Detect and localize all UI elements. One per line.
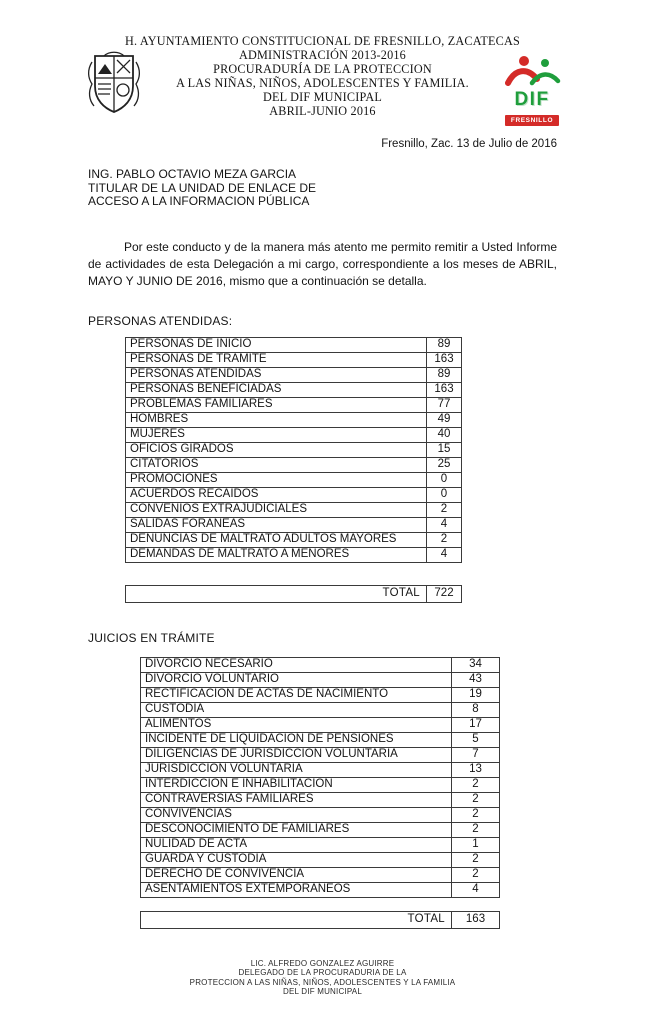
table-row xyxy=(141,732,500,747)
personas-atendidas-table xyxy=(125,337,462,563)
row-value: 89 xyxy=(427,337,462,352)
header-line-administration: ADMINISTRACIÓN 2013-2016 xyxy=(239,48,406,62)
row-value: 17 xyxy=(452,717,500,732)
table-row xyxy=(141,867,500,882)
row-label: PERSONAS BENEFICIADAS xyxy=(126,382,427,397)
row-value: 8 xyxy=(452,702,500,717)
table-row xyxy=(141,882,500,897)
table-row xyxy=(126,547,462,562)
table-row xyxy=(141,687,500,702)
row-value: 2 xyxy=(452,867,500,882)
total-value: 722 xyxy=(427,585,462,602)
row-value: 2 xyxy=(452,792,500,807)
dif-family-figures-icon xyxy=(501,54,563,86)
header-line-period: ABRIL-JUNIO 2016 xyxy=(269,104,376,118)
row-value: 7 xyxy=(452,747,500,762)
addressee-name: ING. PABLO OCTAVIO MEZA GARCIA xyxy=(88,167,297,181)
row-value: 2 xyxy=(452,777,500,792)
row-label: DESCONOCIMIENTO DE FAMILIARES xyxy=(141,822,452,837)
signer-title-1: DELEGADO DE LA PROCURADURIA DE LA xyxy=(238,968,407,977)
header-line-office-2: A LAS NIÑAS, NIÑOS, ADOLESCENTES Y FAMILIA. xyxy=(176,76,469,90)
section-title-personas-atendidas: PERSONAS ATENDIDAS: xyxy=(88,313,233,328)
date-line: Fresnillo, Zac. 13 de Julio de 2016 xyxy=(381,138,557,150)
table-row xyxy=(126,457,462,472)
row-label: RECTIFICACION DE ACTAS DE NACIMIENTO xyxy=(141,687,452,702)
row-label: CITATORIOS xyxy=(126,457,427,472)
body-paragraph: Por este conducto y de la manera más atento me permito remitir a Usted Informe de actividades de esta Delegación a mi cargo, correspondiente a los meses de ABRIL, MAYO Y JUNIO DE 2016, mismo que a continuación se detalla. xyxy=(88,239,557,288)
row-label: HOMBRES xyxy=(126,412,427,427)
row-value: 13 xyxy=(452,762,500,777)
header-line-institution: H. AYUNTAMIENTO CONSTITUCIONAL DE FRESNILLO, ZACATECAS xyxy=(125,34,520,48)
row-value: 5 xyxy=(452,732,500,747)
addressee-title-2: ACCESO A LA INFORMACION PÚBLICA xyxy=(88,194,310,208)
total-label: TOTAL xyxy=(141,911,452,928)
row-label: DILIGENCIAS DE JURISDICCION VOLUNTARIA xyxy=(141,747,452,762)
row-label: ASENTAMIENTOS EXTEMPORANEOS xyxy=(141,882,452,897)
signer-name: LIC. ALFREDO GONZALEZ AGUIRRE xyxy=(250,958,395,968)
row-label: DIVORCIO NECESARIO xyxy=(141,657,452,672)
row-value: 43 xyxy=(452,672,500,687)
row-label: JURISDICCION VOLUNTARIA xyxy=(141,762,452,777)
juicios-en-tramite-total-row xyxy=(140,911,500,929)
row-value: 2 xyxy=(452,822,500,837)
table-row xyxy=(141,762,500,777)
row-value: 2 xyxy=(427,502,462,517)
table-row xyxy=(141,837,500,852)
fresnillo-coat-of-arms-icon xyxy=(86,50,142,123)
row-label: DENUNCIAS DE MALTRATO ADULTOS MAYORES xyxy=(126,532,427,547)
total-label: TOTAL xyxy=(126,585,427,602)
document-header xyxy=(88,0,557,118)
addressee-block xyxy=(88,168,557,209)
table-row xyxy=(126,517,462,532)
row-value: 34 xyxy=(452,657,500,672)
row-value: 25 xyxy=(427,457,462,472)
total-row xyxy=(141,911,500,928)
table-row xyxy=(141,822,500,837)
table-row xyxy=(126,472,462,487)
table-row xyxy=(141,792,500,807)
row-value: 4 xyxy=(427,517,462,532)
table-row xyxy=(126,337,462,352)
row-value: 4 xyxy=(427,547,462,562)
row-value: 163 xyxy=(427,382,462,397)
table-row xyxy=(126,427,462,442)
row-label: MUJERES xyxy=(126,427,427,442)
row-value: 4 xyxy=(452,882,500,897)
row-value: 89 xyxy=(427,367,462,382)
table-row xyxy=(126,502,462,517)
row-label: INCIDENTE DE LIQUIDACION DE PENSIONES xyxy=(141,732,452,747)
table-row xyxy=(141,777,500,792)
row-label: DIVORCIO VOLUNTARIO xyxy=(141,672,452,687)
row-label: DEMANDAS DE MALTRATO A MENORES xyxy=(126,547,427,562)
table-row xyxy=(126,487,462,502)
row-value: 0 xyxy=(427,487,462,502)
row-label: DERECHO DE CONVIVENCIA xyxy=(141,867,452,882)
table-row xyxy=(141,657,500,672)
signer-title-3: DEL DIF MUNICIPAL xyxy=(283,987,362,996)
table-row xyxy=(126,367,462,382)
row-label: GUARDA Y CUSTODIA xyxy=(141,852,452,867)
juicios-en-tramite-table-body xyxy=(141,657,500,897)
table-row xyxy=(141,852,500,867)
coat-of-arms-svg xyxy=(86,50,142,118)
header-line-office-1: PROCURADURÍA DE LA PROTECCION xyxy=(213,62,432,76)
row-label: PERSONAS DE INICIO xyxy=(126,337,427,352)
row-value: 0 xyxy=(427,472,462,487)
row-label: CUSTODIA xyxy=(141,702,452,717)
table-row xyxy=(141,717,500,732)
row-label: INTERDICCION E INHABILITACION xyxy=(141,777,452,792)
table-row xyxy=(141,747,500,762)
total-value: 163 xyxy=(452,911,500,928)
row-label: OFICIOS GIRADOS xyxy=(126,442,427,457)
row-value: 2 xyxy=(452,852,500,867)
dif-logo-banner: FRESNILLO xyxy=(505,115,559,126)
row-value: 19 xyxy=(452,687,500,702)
table-row xyxy=(141,672,500,687)
row-label: PROBLEMAS FAMILIARES xyxy=(126,397,427,412)
table-row xyxy=(141,807,500,822)
juicios-en-tramite-table xyxy=(140,657,500,898)
row-value: 1 xyxy=(452,837,500,852)
row-value: 163 xyxy=(427,352,462,367)
signature-block xyxy=(88,959,557,997)
dif-logo-text: DIF xyxy=(514,89,550,110)
table-row xyxy=(126,442,462,457)
row-label: CONTRAVERSIAS FAMILIARES xyxy=(141,792,452,807)
row-value: 77 xyxy=(427,397,462,412)
row-label: ALIMENTOS xyxy=(141,717,452,732)
row-value: 15 xyxy=(427,442,462,457)
table-row xyxy=(126,412,462,427)
row-label: PERSONAS ATENDIDAS xyxy=(126,367,427,382)
personas-atendidas-table-body xyxy=(126,337,462,562)
row-value: 49 xyxy=(427,412,462,427)
addressee-title-1: TITULAR DE LA UNIDAD DE ENLACE DE xyxy=(88,180,317,195)
row-label: ACUERDOS RECAIDOS xyxy=(126,487,427,502)
table-row xyxy=(141,702,500,717)
table-row xyxy=(126,532,462,547)
section-title-juicios-en-tramite: JUICIOS EN TRÁMITE xyxy=(88,630,215,645)
row-label: PERSONAS DE TRAMITE xyxy=(126,352,427,367)
table-row xyxy=(126,397,462,412)
header-line-office-3: DEL DIF MUNICIPAL xyxy=(263,90,382,104)
table-row xyxy=(126,382,462,397)
table-row xyxy=(126,352,462,367)
row-label: NULIDAD DE ACTA xyxy=(141,837,452,852)
total-row xyxy=(126,585,462,602)
dif-fresnillo-logo xyxy=(496,54,568,127)
signer-title-2: PROTECCION A LAS NIÑAS, NIÑOS, ADOLESCENTES Y LA FAMILIA xyxy=(189,977,456,987)
row-value: 2 xyxy=(452,807,500,822)
row-label: CONVENIOS EXTRAJUDICIALES xyxy=(126,502,427,517)
row-value: 40 xyxy=(427,427,462,442)
row-label: SALIDAS FORANEAS xyxy=(126,517,427,532)
row-label: CONVIVENCIAS xyxy=(141,807,452,822)
row-label: PROMOCIONES xyxy=(126,472,427,487)
personas-atendidas-total-row xyxy=(125,585,462,603)
row-value: 2 xyxy=(427,532,462,547)
